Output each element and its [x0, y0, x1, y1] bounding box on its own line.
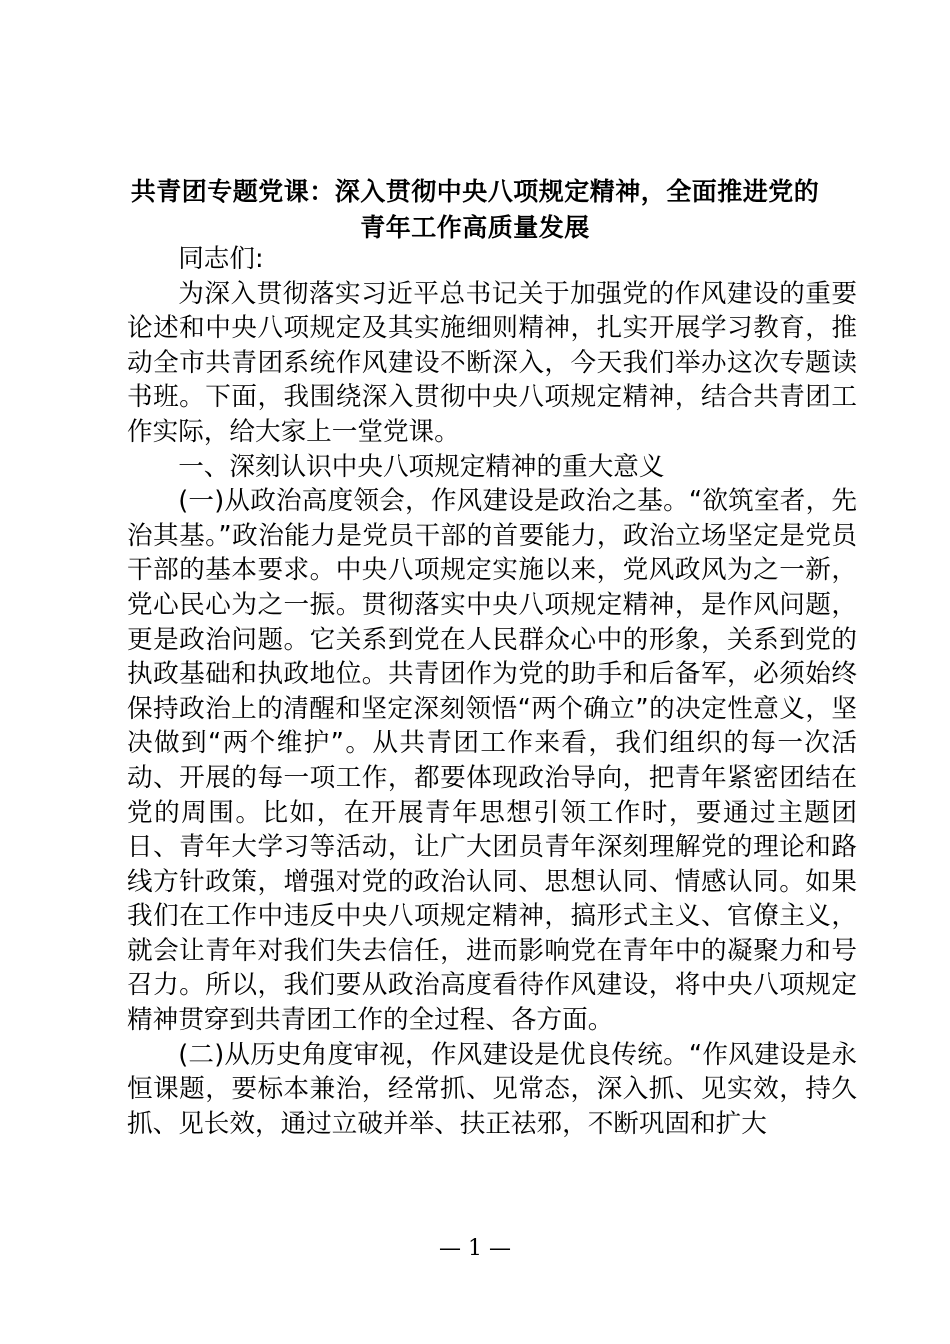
paragraph-section-1-1: (一)从政治高度领会，作风建设是政治之基。“欲筑室者，先治其基。”政治能力是党员干部的首要能力，政治立场坚定是党员干部的基本要求。中央八项规定实施以来，党风政风为之一新，党心民心为之一振。贯彻落实中央八项规定精神，是作风问题，更是政治问题。它关系到党在人民群众心中的形象，关系到党的执政基础和执政地位。共青团作为党的助手和后备军，必须始终保持政治上的清醒和坚定深刻领悟“两个确立”的决定性意义，坚决做到“两个维护”。从共青团工作来看，我们组织的每一次活动、开展的每一项工作，都要体现政治导向，把青年紧密团结在党的周围。比如，在开展青年思想引领工作时，要通过主题团日、青年大学习等活动，让广大团员青年深刻理解党的理论和路线方针政策，增强对党的政治认同、思想认同、情感认同。如果我们在工作中违反中央八项规定精神，搞形式主义、官僚主义，就会让青年对我们失去信任，进而影响党在青年中的凝聚力和号召力。所以，我们要从政治高度看待作风建设，将中央八项规定精神贯穿到共青团工作的全过程、各方面。 [127, 486, 857, 1036]
document-title-line1: 共青团专题党课：深入贯彻中央八项规定精神，全面推进党的 [130, 177, 820, 206]
salutation: 同志们: [178, 244, 264, 274]
page-number: — 1 — [439, 1236, 511, 1261]
paragraph-intro: 为深入贯彻落实习近平总书记关于加强党的作风建设的重要论述和中央八项规定及其实施细则精神，扎实开展学习教育，推动全市共青团系统作风建设不断深入，今天我们举办这次专题读书班。下面，我围绕深入贯彻中央八项规定精神，结合共青团工作实际，给大家上一堂党课。 [127, 278, 857, 447]
document-body [127, 242, 857, 1141]
section-heading-1: 一、深刻认识中央八项规定精神的重大意义 [178, 451, 665, 482]
document-title-line2: 青年工作高质量发展 [360, 213, 590, 242]
paragraph-section-1-2: (二)从历史角度审视，作风建设是优良传统。“作风建设是永恒课题，要标本兼治，经常抓、见常态，深入抓、见实效，持久抓、见长效，通过立破并举、扶正祛邪，不断巩固和扩大 [127, 1039, 857, 1139]
